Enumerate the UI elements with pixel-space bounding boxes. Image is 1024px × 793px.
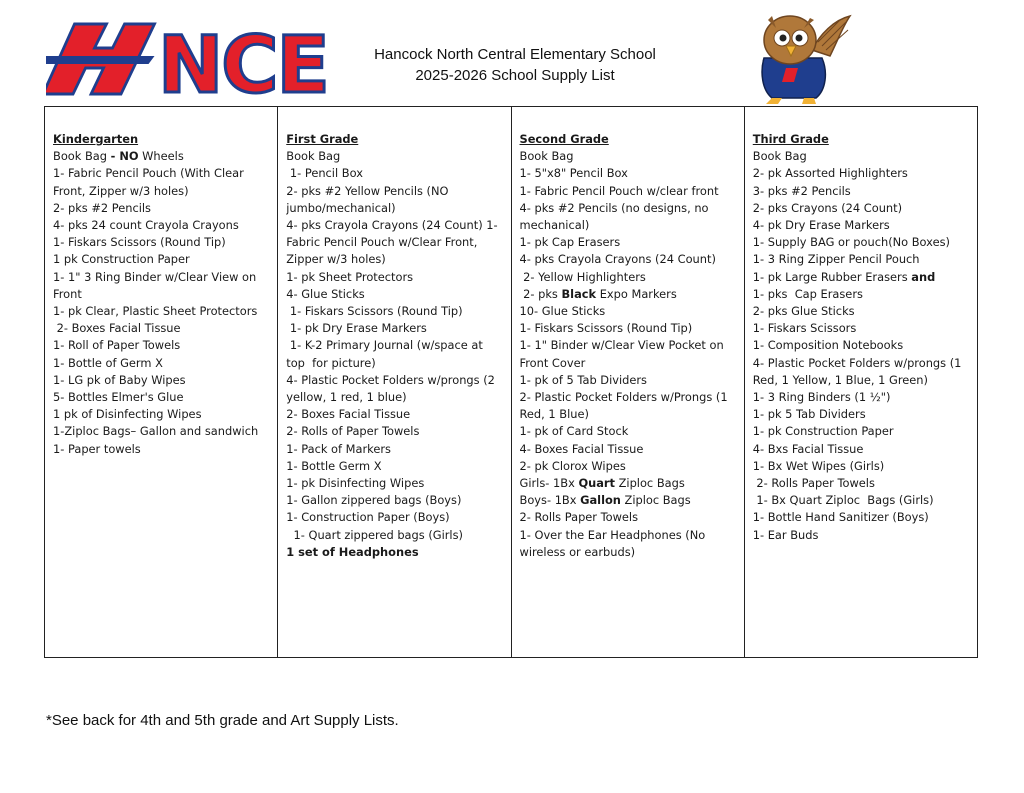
- supply-item: 2- pk Clorox Wipes: [519, 458, 626, 473]
- supply-item: 1- 5"x8" Pencil Box: [519, 166, 628, 181]
- supply-item: 1- Construction Paper (Boys): [286, 510, 450, 525]
- supply-item: 1- 1" Binder w/Clear View Pocket on Front Cover: [519, 338, 728, 370]
- emphasis-text: - NO: [110, 149, 139, 164]
- grade-column-second-grade: [512, 107, 745, 657]
- supply-item: 5- Bottles Elmer's Glue: [53, 390, 184, 405]
- supply-item: 4- Plastic Pocket Folders w/prongs (2 yellow, 1 red, 1 blue): [286, 372, 499, 405]
- supply-item: 1- Paper towels: [53, 441, 141, 456]
- supply-item: 1- Bottle Germ X: [286, 458, 382, 473]
- supply-list-table: [44, 106, 978, 658]
- header-title-block: [360, 44, 670, 86]
- supply-item: Book Bag: [752, 149, 807, 164]
- supply-item: 1- Fabric Pencil Pouch (With Clear Front, Zipper w/3 holes): [53, 166, 248, 198]
- supply-item: 1- LG pk of Baby Wipes: [53, 372, 186, 387]
- supply-items: [53, 148, 271, 458]
- school-logo: [46, 18, 346, 100]
- grade-column-third-grade: [745, 107, 977, 657]
- emphasis-text: Quart: [578, 476, 615, 491]
- supply-item: 1 pk of Disinfecting Wipes: [53, 407, 202, 422]
- supply-item: 4- Glue Sticks: [286, 286, 365, 301]
- supply-item: 1- pk 5 Tab Dividers: [752, 407, 866, 422]
- supply-item: 2- pk Assorted Highlighters: [752, 166, 908, 181]
- supply-item: 1- Pencil Box: [286, 166, 363, 181]
- supply-item: 2- pks Black Expo Markers: [519, 286, 677, 301]
- supply-item: 1- 3 Ring Zipper Pencil Pouch: [752, 252, 920, 267]
- supply-item: 3- pks #2 Pencils: [752, 183, 851, 198]
- supply-items: [753, 148, 971, 544]
- emphasis-text: and: [911, 269, 936, 284]
- supply-item: 2- pks Crayons (24 Count): [752, 200, 903, 215]
- supply-item: 1- Composition Notebooks: [752, 338, 904, 353]
- supply-item: 2- Boxes Facial Tissue: [53, 321, 181, 336]
- supply-item: 1- pk of Card Stock: [519, 424, 629, 439]
- supply-item: 2- pks #2 Yellow Pencils (NO jumbo/mechanical): [286, 183, 453, 215]
- supply-item: 1-Ziploc Bags– Gallon and sandwich: [53, 424, 259, 439]
- supply-item: 2- Yellow Highlighters: [519, 269, 646, 284]
- supply-items: [520, 148, 738, 561]
- grade-heading: Second Grade: [519, 132, 609, 146]
- owl-mascot-icon: [742, 6, 854, 106]
- supply-item: 1- Gallon zippered bags (Boys): [286, 493, 462, 508]
- supply-item: 1- Quart zippered bags (Girls): [286, 527, 463, 542]
- supply-item: Boys- 1Bx Gallon Ziploc Bags: [519, 493, 691, 508]
- supply-item: 4- pk Dry Erase Markers: [752, 218, 890, 233]
- supply-item: 1 pk Construction Paper: [53, 252, 190, 267]
- supply-item: 1- K-2 Primary Journal (w/space at top for picture): [286, 338, 487, 370]
- supply-item: 2- pks #2 Pencils: [53, 200, 151, 215]
- supply-item: 1- Ear Buds: [752, 527, 819, 542]
- grade-heading: First Grade: [286, 132, 359, 146]
- supply-item: 1- pk Construction Paper: [752, 424, 894, 439]
- supply-item: Girls- 1Bx Quart Ziploc Bags: [519, 476, 685, 491]
- footnote: *See back for 4th and 5th grade and Art Supply Lists.: [46, 712, 399, 729]
- supply-item: 1- Fiskars Scissors (Round Tip): [53, 235, 226, 250]
- supply-items: [286, 148, 504, 561]
- school-name: Hancock North Central Elementary School: [374, 46, 656, 63]
- supply-item: 4- Boxes Facial Tissue: [519, 441, 644, 456]
- supply-item: 1- Supply BAG or pouch(No Boxes): [752, 235, 950, 250]
- hnce-logo-icon: [46, 18, 346, 100]
- list-title: 2025-2026 School Supply List: [415, 67, 615, 84]
- grade-column-kindergarten: [45, 107, 278, 657]
- supply-item: 1- Over the Ear Headphones (No wireless or earbuds): [519, 527, 709, 559]
- supply-item: 4- Bxs Facial Tissue: [752, 441, 864, 456]
- supply-item: 1- Fiskars Scissors: [752, 321, 857, 336]
- grade-heading: Kindergarten: [53, 132, 139, 146]
- supply-item: 2- Rolls of Paper Towels: [286, 424, 420, 439]
- supply-item: 1- pk Sheet Protectors: [286, 269, 414, 284]
- supply-item: [286, 544, 504, 561]
- supply-item: 4- pks Crayola Crayons (24 Count) 1- Fabric Pencil Pouch w/Clear Front, Zipper w/3 holes): [286, 218, 502, 267]
- supply-item: 1- pk Dry Erase Markers: [286, 321, 427, 336]
- supply-item: 1- Bx Wet Wipes (Girls): [752, 458, 885, 473]
- supply-item: Book Bag - NO Wheels: [53, 149, 184, 164]
- emphasis-text: 1 set of Headphones: [286, 544, 419, 559]
- supply-item: 10- Glue Sticks: [519, 304, 606, 319]
- grade-heading: Third Grade: [752, 132, 829, 146]
- supply-item: Book Bag: [519, 149, 574, 164]
- supply-item: 1- pk Large Rubber Erasers and: [752, 269, 936, 284]
- supply-item: 1- Bx Quart Ziploc Bags (Girls): [752, 493, 934, 508]
- supply-item: 2- Plastic Pocket Folders w/Prongs (1 Red, 1 Blue): [519, 390, 732, 422]
- emphasis-text: Black: [561, 286, 597, 301]
- supply-item: 1- pk Cap Erasers: [519, 235, 621, 250]
- grade-column-first-grade: [278, 107, 511, 657]
- supply-item: 1- Bottle of Germ X: [53, 355, 163, 370]
- supply-item: 1- Fiskars Scissors (Round Tip): [519, 321, 693, 336]
- supply-item: 1- Pack of Markers: [286, 441, 391, 456]
- supply-item: 4- pks Crayola Crayons (24 Count): [519, 252, 716, 267]
- supply-item: 4- pks #2 Pencils (no designs, no mechanical): [519, 200, 716, 233]
- supply-item: 1- pks Cap Erasers: [752, 286, 863, 301]
- supply-item: 1- Fiskars Scissors (Round Tip): [286, 304, 463, 319]
- supply-item: 2- Boxes Facial Tissue: [286, 407, 411, 422]
- supply-item: 2- pks Glue Sticks: [752, 304, 855, 319]
- supply-item: 4- Plastic Pocket Folders w/prongs (1 Red, 1 Yellow, 1 Blue, 1 Green): [752, 355, 969, 387]
- supply-item: 1- Fabric Pencil Pouch w/clear front: [519, 183, 719, 198]
- supply-item: 2- Rolls Paper Towels: [752, 476, 875, 491]
- supply-item: 1- Roll of Paper Towels: [53, 338, 181, 353]
- svg-text:NCE: NCE: [158, 21, 328, 100]
- supply-item: 4- pks 24 count Crayola Crayons: [53, 218, 239, 233]
- supply-item: 1- pk Disinfecting Wipes: [286, 476, 425, 491]
- supply-item: 1- 1" 3 Ring Binder w/Clear View on Front: [53, 269, 264, 301]
- supply-item: 1- pk Clear, Plastic Sheet Protectors: [53, 304, 258, 319]
- supply-item: 1- 3 Ring Binders (1 ½"): [752, 390, 891, 405]
- emphasis-text: Gallon: [580, 493, 621, 508]
- supply-item: 1- Bottle Hand Sanitizer (Boys): [752, 510, 929, 525]
- supply-item: 2- Rolls Paper Towels: [519, 510, 639, 525]
- supply-item: 1- pk of 5 Tab Dividers: [519, 372, 647, 387]
- supply-item: Book Bag: [286, 149, 341, 164]
